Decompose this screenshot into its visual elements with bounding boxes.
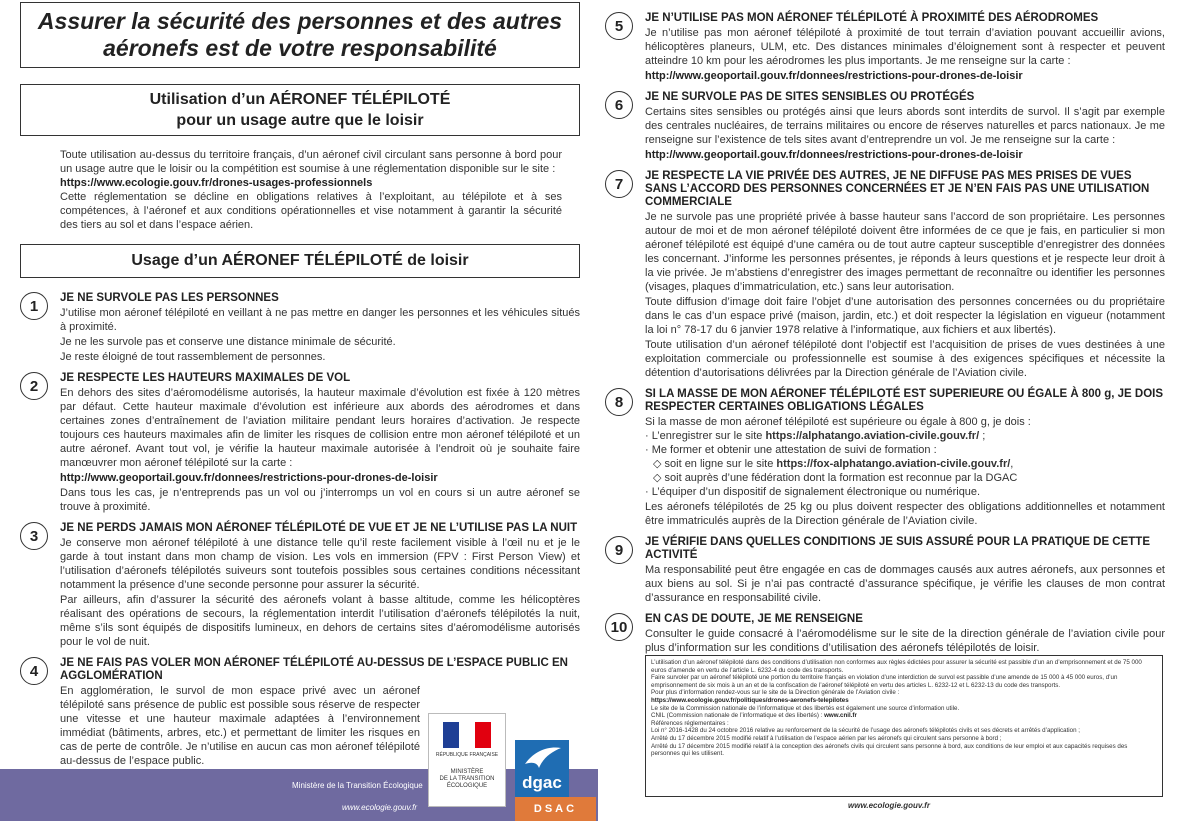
rule-number: 8 (605, 388, 633, 416)
main-title: Assurer la sécurité des personnes et des autres aéronefs est de votre responsabilité (20, 2, 580, 68)
rule-url[interactable]: http://www.geoportail.gouv.fr/donnees/restrictions-pour-drones-de-loisir (60, 472, 438, 484)
cnil-link[interactable]: www.cnil.fr (824, 712, 857, 720)
section-pro-title-line2: pour un usage autre que le loisir (176, 112, 424, 129)
rule-item-1 (20, 292, 580, 364)
republique-francaise-logo (428, 713, 506, 807)
rule-item-10 (605, 613, 1165, 655)
rule-title: EN CAS DE DOUTE, JE ME RENSEIGNE (645, 613, 863, 625)
rule-number: 1 (20, 292, 48, 320)
legal-text: Arrêté du 17 décembre 2015 modifié relatif à l’utilisation de l’espace aérien par les aéronefs qui circulent sans personne à bord ; (651, 734, 1002, 742)
alphatango-link[interactable]: https://alphatango.aviation-civile.gouv.fr/ (765, 430, 980, 442)
legal-text: Le site de la Commission nationale de l’informatique et des libertés est également une source d’information utile. (651, 704, 960, 712)
rule-number: 10 (605, 613, 633, 641)
section-pro-text2: Cette réglementation se décline en obligations relatives à l’exploitant, au télépilote et à ses compétences, à l’aéronef et aux conditions opérationnelles et vise notamment à garantir la sécurité des tiers au sol et dans l’espace aérien. (60, 191, 562, 231)
rule-item-8 (605, 388, 1165, 528)
ministry-logo-line: ÉCOLOGIQUE (446, 783, 488, 789)
rule-item-2 (20, 372, 580, 514)
rule-number: 2 (20, 372, 48, 400)
rule-text: Consulter le guide consacré à l’aéromodélisme sur le site de la direction générale de l’aviation civile pour plus d’information sur les conditions d’utilisation des aéronefs télépilotés de loisir. (645, 628, 1165, 654)
footer-band (0, 769, 598, 821)
rule-text: Les aéronefs télépilotés de 25 kg ou plus doivent respecter des obligations additionnelles et notamment être immatriculés auprès de la Direction générale de l’Aviation civile. (645, 501, 1165, 527)
rule-text: Je ne les survole pas et conserve une distance minimale de sécurité. (60, 336, 396, 348)
rule-title: JE N’UTILISE PAS MON AÉRONEF TÉLÉPILOTÉ À PROXIMITÉ DES AÉRODROMES (645, 12, 1099, 24)
rule-bullet: · L’équiper d’un dispositif de signalement électronique ou numérique. (645, 486, 981, 498)
rule-text: Je n’utilise pas mon aéronef télépiloté à proximité de tout terrain d’aviation pouvant accueillir avions, hélicoptères planeurs, ULM, etc. Des distances minimales d’éloignement sont à respecter et peuvent atteindre 10 km pour les aérodromes les plus importants. Je me renseigne sur la carte : (645, 27, 1165, 67)
right-column (605, 12, 1165, 655)
ministry-logo-line: MINISTÈRE (450, 769, 484, 775)
dsac-label: DSAC (515, 797, 596, 821)
legal-text: Références réglementaires : (651, 719, 729, 727)
rule-title: SI LA MASSE DE MON AÉRONEF TÉLÉPILOTÉ EST SUPERIEURE OU ÉGALE À 800 g, JE DOIS RESPECTER CERTAINES OBLIGATIONS LÉGALES (645, 388, 1164, 413)
dgac-logo (515, 740, 569, 797)
section-pro-title (20, 84, 580, 136)
rule-text: Dans tous les cas, je n’entreprends pas un vol ou j’interromps un vol en cours si un autre aéronef se trouve à proximité. (60, 487, 580, 513)
rule-title: JE RESPECTE LES HAUTEURS MAXIMALES DE VOL (60, 372, 351, 384)
rule-text: En dehors des sites d’aéromodélisme autorisés, la hauteur maximale d’évolution est fixée à 120 mètres par défaut. Cette hauteur maximale d’évolution est inférieure aux abords des aérodromes et dans certaines zones d’entraînement de l’aviation militaire pendant leurs horaires d’activation. Je respecte toujours ces hauteurs maximales afin de limiter les risques de collision entre mon aéronef télépiloté et un autre aéronef. Avant tout vol, je vérifie la hauteur maximale autorisée à l’endroit où je souhaite faire manœuvrer mon aéronef télépiloté sur la carte : (60, 387, 580, 469)
dgac-bird-icon (515, 740, 569, 774)
legal-dgac-link[interactable]: https://www.ecologie.gouv.fr/politiques/drones-aeronefs-telepilotes (651, 696, 849, 704)
legal-text: Faire survoler par un aéronef télépiloté une portion du territoire français en violation d’une interdiction de survol est passible d’une amende de 15 000 à 45 000 euros, d’un emprisonnement de six mois à un an et de la confiscation de l’aéronef télépiloté en vertu des articles L. 6232-12 et L 6232-13 du code des transports. (651, 674, 1118, 689)
rule-bullet: · Me former et obtenir une attestation de suivi de formation : (645, 444, 937, 456)
rule-number: 9 (605, 536, 633, 564)
section-pro-title-line1: Utilisation d’un AÉRONEF TÉLÉPILOTÉ (149, 91, 451, 108)
legal-text: Pour plus d’information rendez-vous sur le site de la Direction générale de l’Aviation civile : (651, 689, 900, 697)
rule-text: Ma responsabilité peut être engagée en cas de dommages causés aux autres aéronefs, aux personnes et aux biens au sol. Si je n’ai pas contracté d’assurance spécifique, je vérifie les clauses de mon contrat d’assurance en responsabilité civile. (645, 564, 1165, 604)
rule-sub-bullet: ◇ soit en ligne sur le site https://fox-alphatango.aviation-civile.gouv.fr/, (653, 458, 1014, 470)
rule-text: Toute diffusion d’image doit faire l’objet d’une autorisation des personnes concernées ou du propriétaire dans le cas d’un espace privé (maison, jardin, etc.) et doit respecter la législation en vigueur (notamment la loi n° 78-17 du 6 janvier 1978 relative à l’informatique, aux fichiers et aux libertés). (645, 296, 1165, 336)
rule-number: 3 (20, 522, 48, 550)
rule-text: J’utilise mon aéronef télépiloté en veillant à ne pas mettre en danger les personnes et les véhicules situés à proximité. (60, 307, 580, 333)
rule-item-3 (20, 522, 580, 649)
rule-number: 7 (605, 170, 633, 198)
ministry-logo-line: DE LA TRANSITION (439, 776, 495, 782)
rule-url[interactable]: http://www.geoportail.gouv.fr/donnees/restrictions-pour-drones-de-loisir (645, 70, 1023, 82)
rule-text: Je ne survole pas une propriété privée à basse hauteur sans l’accord de son propriétaire. Les personnes autour de moi et de mon aéronef télépiloté doivent être informées de ce que je fais, en particulier si mon aéronef télépiloté est équipé d’une caméra ou de tout autre capteur susceptible d’enregistrer des données les concernant. J’informe les personnes présentes, je réponds à leurs questions et je respecte leur droit à la vie privée. Je m’abstiens d’enregistrer des images permettant de reconnaître ou identifier les personnes (visages, plaques d’immatriculation, etc.) sans leur autorisation. (645, 211, 1165, 293)
rule-text: En agglomération, le survol de mon espace privé avec un aéronef télépiloté sans présence de public est possible sous réserve de respecter une vitesse et une hauteur maximale adaptées à l’environnement immédiat (bâtiments, arbres, etc.) et permettant de limiter les risques en cas de perte de contrôle. Je n’utilise en aucun cas mon aéronef télépiloté au-dessus de l’espace public. (60, 685, 420, 767)
rule-number: 4 (20, 657, 48, 685)
left-column (20, 2, 580, 768)
rule-sub-bullet: ◇ soit auprès d’une fédération dont la formation est reconnue par la DGAC (653, 472, 1018, 484)
section-pro-text1: Toute utilisation au-dessus du territoire français, d’un aéronef civil circulant sans personne à bord pour un usage autre que le loisir ou la compétition est soumise à une réglementation disponible sur le site : (60, 149, 562, 175)
rule-bullet: · L’enregistrer sur le site https://alphatango.aviation-civile.gouv.fr/ ; (645, 430, 986, 442)
rule-title: JE NE SURVOLE PAS DE SITES SENSIBLES OU PROTÉGÉS (645, 91, 975, 103)
dgac-label: dgac (522, 773, 562, 792)
footer-ministry-text: Ministère de la Transition Écologique (292, 781, 423, 790)
legal-text: L’utilisation d’un aéronef télépiloté dans des conditions d’utilisation non conformes aux règles édictées pour assurer la sécurité est passible d’un an d’emprisonnement et de 75 000 euros d’amende en vertu de l’article L. 6232-4 du code des transports. (651, 659, 1142, 674)
section-pro-url[interactable]: https://www.ecologie.gouv.fr/drones-usages-professionnels (60, 177, 373, 189)
right-site-link[interactable]: www.ecologie.gouv.fr (848, 801, 930, 810)
ministry-logo-text (429, 769, 505, 790)
rule-text: Certains sites sensibles ou protégés ainsi que leurs abords sont interdits de survol. Il s’agit par exemple des centrales nucléaires, de terrains militaires ou encore de réserves naturelles et parcs nationaux. Je me renseigne sur l’existence de tels sites avant d’entreprendre un vol. Je me renseigne sur la carte : (645, 106, 1165, 146)
rule-item-5 (605, 12, 1165, 83)
rule-title: JE NE PERDS JAMAIS MON AÉRONEF TÉLÉPILOTÉ DE VUE ET JE NE L’UTILISE PAS LA NUIT (60, 522, 578, 534)
rule-number: 5 (605, 12, 633, 40)
rule-title: JE RESPECTE LA VIE PRIVÉE DES AUTRES, JE NE DIFFUSE PAS MES PRISES DE VUES SANS L’ACCORD DES PERSONNES CONCERNÉES ET JE N’EN FAIS PAS UNE UTILISATION COMMERCIALE (645, 170, 1150, 208)
rule-item-6 (605, 91, 1165, 162)
legal-notice-box (645, 655, 1163, 797)
section-pro-body (20, 148, 580, 232)
section-loisir-title: Usage d’un AÉRONEF TÉLÉPILOTÉ de loisir (20, 244, 580, 278)
footer-site-link[interactable]: www.ecologie.gouv.fr (342, 803, 417, 812)
rule-item-7 (605, 170, 1165, 380)
legal-cnil-line: CNIL (Commission nationale de l’informatique et des libertés) : www.cnil.fr (651, 712, 857, 720)
rule-text: Je reste éloigné de tout rassemblement de personnes. (60, 351, 326, 363)
rule-title: JE NE FAIS PAS VOLER MON AÉRONEF TÉLÉPILOTÉ AU-DESSUS DE L’ESPACE PUBLIC EN AGGLOMÉRATION (60, 657, 568, 682)
rule-number: 6 (605, 91, 633, 119)
rule-text: Je conserve mon aéronef télépiloté à une distance telle qu’il reste facilement visible à l’œil nu et je le garde à tout instant dans mon champ de vision. Les vols en immersion (FPV : First Person View) et l’utilisation d’aéronefs télépilotés suiveurs sont toutefois possibles sous certaines conditions nécessitant notamment la présence d’une seconde personne pour assurer la sécurité. (60, 537, 580, 591)
rule-item-9 (605, 536, 1165, 605)
rule-text: Par ailleurs, afin d’assurer la sécurité des aéronefs volant à basse altitude, comme les hélicoptères réalisant des opérations de secours, la réglementation interdit l’utilisation d’aéronefs télépilotés la nuit, même s’ils sont équipés de dispositifs lumineux, en dehors de certains sites d’aéromodélisme autorisés pour le vol de nuit. (60, 594, 580, 648)
legal-text: Loi n° 2016-1428 du 24 octobre 2016 relative au renforcement de la sécurité de l’usage des aéronefs télépilotés civils et ses décrets et arrêtés d’application ; (651, 727, 1080, 735)
fox-alphatango-link[interactable]: https://fox-alphatango.aviation-civile.gouv.fr/ (776, 458, 1011, 470)
rf-label: RÉPUBLIQUE FRANÇAISE (435, 752, 499, 758)
rule-title: JE VÉRIFIE DANS QUELLES CONDITIONS JE SUIS ASSURÉ POUR LA PRATIQUE DE CETTE ACTIVITÉ (645, 536, 1151, 561)
legal-text: Arrêté du 17 décembre 2015 modifié relatif à la conception des aéronefs civils qui circulent sans personne à bord, aux conditions de leur emploi et aux capacités requises des personnes qui les utilisent. (651, 742, 1128, 758)
rule-text: Si la masse de mon aéronef télépiloté est supérieure ou égale à 800 g, je dois : (645, 416, 1031, 428)
french-flag-icon (443, 722, 491, 748)
rule-url[interactable]: http://www.geoportail.gouv.fr/donnees/restrictions-pour-drones-de-loisir (645, 149, 1023, 161)
rule-title: JE NE SURVOLE PAS LES PERSONNES (60, 292, 279, 304)
rule-text: Toute utilisation d’un aéronef télépiloté dont l’objectif est l’acquisition de prises de vues destinées à une exploitation commerciale ou professionnelle est soumise à des exigences spécifiques et nécessite la détention d’autorisations délivrées par la Direction générale de l’Aviation civile. (645, 339, 1165, 379)
